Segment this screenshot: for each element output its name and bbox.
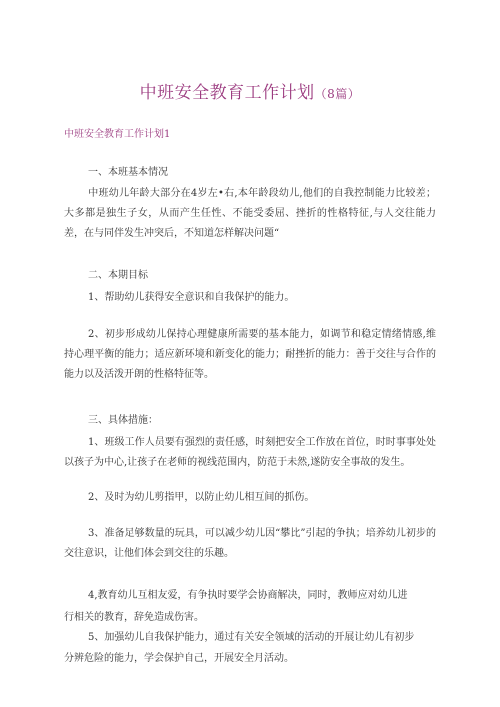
- goal-text: 2、初步形成幼儿保持心理健康所需要的基本能力，如调节和稳定情绪情感,维持心理平衡的能力；适应新环境和新变化的能力；耐挫折的能力：善于交往与合作的能力以及活泼开朗的性格特征等。: [64, 329, 436, 380]
- measure-text: 2、及时为幼儿剪指甲，以防止幼儿相互间的抓伤。: [88, 492, 315, 503]
- measure-item-3: [64, 524, 436, 564]
- goal-item-2: [64, 325, 436, 385]
- document-title: [0, 78, 500, 103]
- measure-item-4-line-1: 4,教育幼儿互相友爱，有争执时要学会协商解决，同时，教师应对幼儿进: [88, 590, 408, 601]
- measure-text: 3、准备足够数量的玩具，可以减少幼儿因“攀比”引起的争执；培养幼儿初步的交往意识，让他们体会到交往的乐趣。: [64, 528, 436, 559]
- measure-text: 1、班级工作人员要有强烈的责任感，时刻把安全工作放在首位，时时事事处处以孩子为中心,让孩子在老师的视线范围内，防范于未然,遂防安全事故的发生。: [64, 437, 436, 468]
- section-heading-basic-situation: 一、本班基本情况: [88, 167, 168, 178]
- measure-item-5-line-2: 分辨危险的能力，学会保护自己，开展安全月活动。: [64, 653, 294, 664]
- goal-text: 1、帮助幼儿获得安全意识和自我保护的能力。: [88, 292, 295, 303]
- article-subtitle: 中班安全教育工作计划1: [64, 129, 171, 140]
- paragraph-text: 中班幼儿年龄大部分在4岁左•右,本年龄段幼儿,他们的自我控制能力比较差；大多都是独生子女，从而产生任性、不能受委屈、挫折的性格特征,与人交往能力差，在与同伴发生冲突后，不知道怎样解决问题“: [64, 188, 436, 239]
- goal-item-1: [64, 288, 436, 308]
- measure-item-4-line-2: 行相关的教育，辞免造成伤害。: [64, 612, 204, 623]
- measure-item-2: [64, 488, 436, 508]
- section-paragraph-basic-situation: [64, 184, 436, 244]
- section-heading-goals: 二、本期目标: [88, 270, 148, 281]
- section-heading-measures: 三、具体措施：: [88, 415, 158, 426]
- measure-item-5-line-1: 5、加强幼儿自我保护能力，通过有关安全领域的活动的开展让幼儿有初步: [88, 632, 415, 643]
- title-suffix: （8篇）: [314, 87, 361, 101]
- title-text: 中班安全教育工作计划: [139, 83, 315, 103]
- measure-item-1: [64, 433, 436, 473]
